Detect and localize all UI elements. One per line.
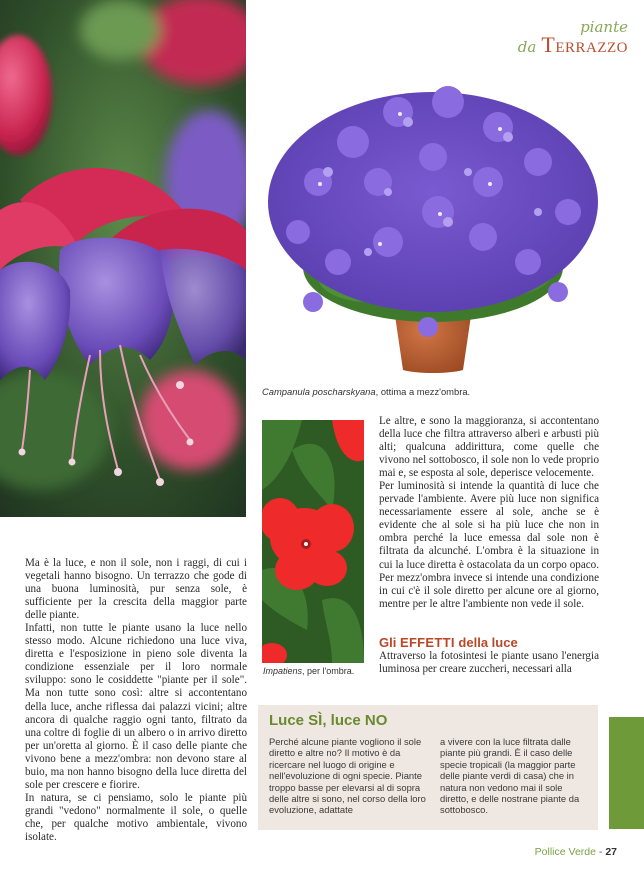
section-kicker: piante [580, 18, 628, 36]
page-footer [535, 846, 617, 858]
campanula-caption-text: , ottima a mezz'ombra. [375, 386, 471, 397]
paragraph: In natura, se ci pensiamo, solo le piante più grandi "vedono" normalmente il sole, o quelle che, per qualche motivo ambientale, vivono isolate. [25, 791, 247, 843]
body-column-left [25, 557, 247, 844]
section-header [518, 20, 628, 57]
impatiens-caption [263, 666, 373, 676]
body-column-right-continued [379, 650, 599, 676]
fuchsia-photo [0, 0, 246, 517]
subheading-c: della luce [458, 635, 518, 650]
footer-separator: - [595, 846, 606, 858]
impatiens-photo [262, 420, 364, 663]
paragraph: Infatti, non tutte le piante usano la luce nello stesso modo. Alcune richiedono una luce viva, diretta e l'esposizione in pieno sole diventa la condizione essenziale per il loro normale sviluppo: sono le cosiddette "piante per il sole". Ma non tutte sono così: altre si accontentano della luce, anche riflessa dai palazzi vicini; altre ancora di qualche raggio ogni tanto, filtrato da una coltre di foglie di un albero o in arrivo diretto per un'oretta al giorno. È il caso delle piante che vivono bene a mezz'ombra: non devono stare al buio, ma non hanno bisogno della luce diretta del sole per crescere e fiorire. [25, 622, 247, 791]
info-box-title: Luce SÌ, luce NO [269, 712, 388, 729]
impatiens-caption-text: , per l'ombra. [302, 666, 355, 676]
section-side-tab [609, 717, 644, 829]
subheading [379, 635, 518, 650]
magazine-name: Pollice Verde [534, 846, 596, 858]
paragraph: Per luminosità si intende la quantità di luce che pervade l'ambiente. Avere più luce non significa necessariamente essere al sole, anche se è evidente che al sole si ha più luce che non in ombra perché la luce emessa dal sole non è filtrata da alcunché. L'ombra è la situazione in cui la luce diretta è ostacolata da un corpo opaco. Per mezz'ombra invece si intende una condizione in cui c'è il sole diretto per alcune ore al giorno, mentre per le altre l'ambiente non vede il sole. [379, 480, 599, 610]
info-box-column-2: a vivere con la luce filtrata dalle piante più grandi. È il caso delle specie tropicali (la maggior parte delle piante verdi di casa) che in natura non vedono mai il sole diretto, e delle nostrane piante da sottobosco. [440, 736, 580, 816]
info-box-column-1: Perché alcune piante vogliono il sole diretto e altre no? Il motivo è da ricercare nel luogo di origine e nell'evoluzione di ogni specie. Piante troppo basse per elevarsi al di sopra delle altre si sono, nel corso della loro evoluzione, adattate [269, 736, 426, 816]
paragraph: Ma è la luce, e non il sole, non i raggi, di cui i vegetali hanno bisogno. Un terrazzo che gode di una buona luminosità, pur senza sole, è sufficiente per la crescita della maggior parte delle piante. [25, 557, 247, 622]
section-title-word: Terrazzo [541, 32, 628, 57]
page-number: 27 [605, 846, 617, 858]
impatiens-caption-name: Impatiens [263, 666, 303, 676]
section-title [517, 32, 628, 57]
subheading-b: EFFETTI [399, 635, 455, 650]
paragraph: Attraverso la fotosintesi le piante usano l'energia luminosa per creare zuccheri, necessari alla [379, 650, 599, 676]
campanula-photo [258, 62, 608, 380]
body-column-right [379, 415, 599, 611]
campanula-caption-name: Campanula poscharskyana [262, 386, 376, 397]
paragraph: Le altre, e sono la maggioranza, si accontentano della luce che filtra attraverso alberi e arbusti più alti; qualcuna addirittura, come quelle che vivono nel sottobosco, il sole non lo vede proprio mai e, se esposta al sole, deperisce velocemente. [379, 415, 599, 480]
subheading-a: Gli [379, 635, 397, 650]
section-title-prefix: da [517, 38, 537, 56]
campanula-caption [262, 386, 622, 397]
